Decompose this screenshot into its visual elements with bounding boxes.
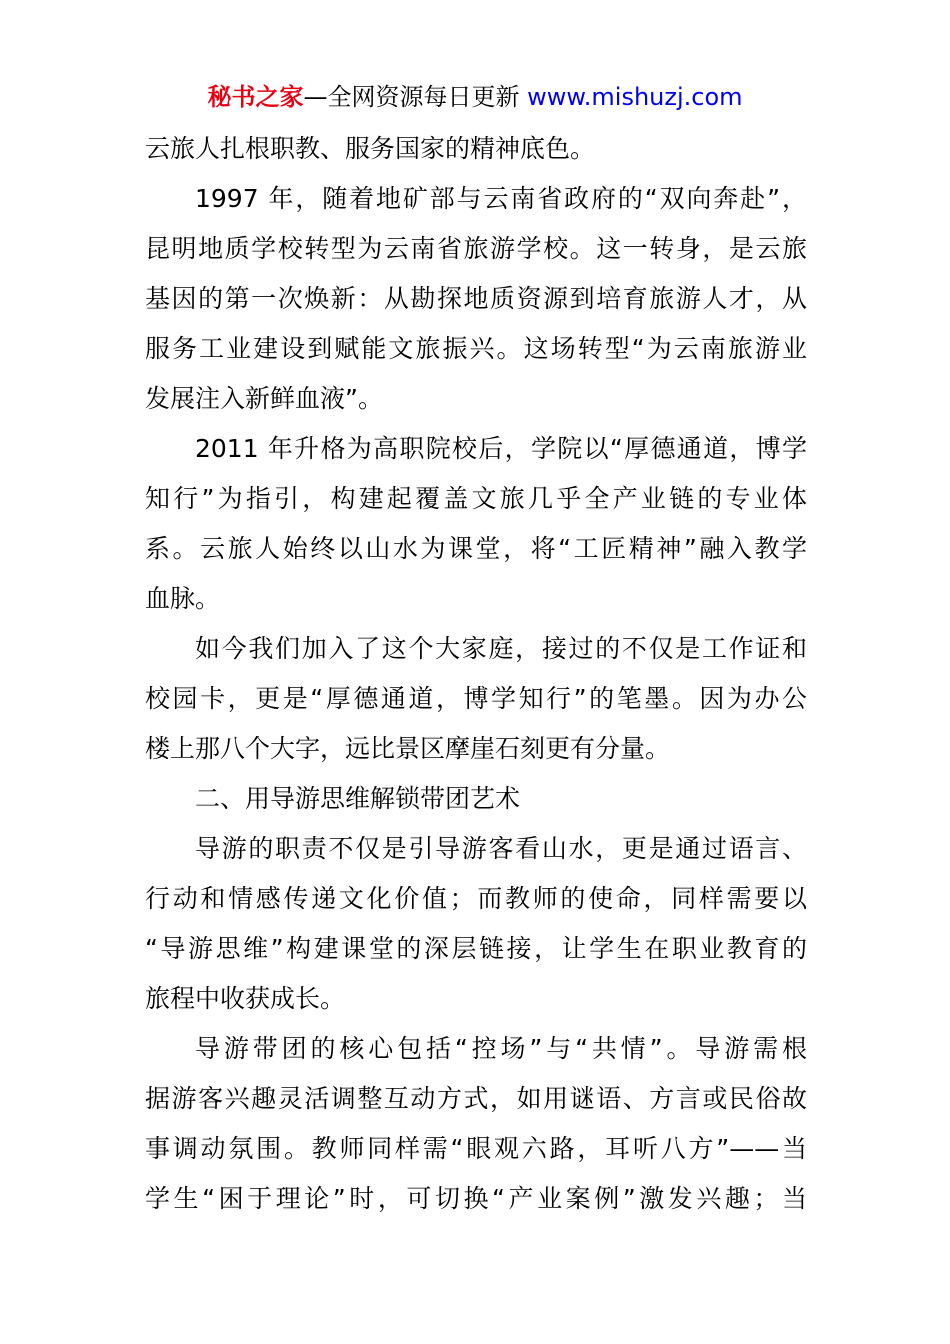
text-line: 导游的职责不仅是引导游客看山水，更是通过语言、 — [195, 834, 807, 863]
text-line: 昆明地质学校转型为云南省旅游学校。这一转身，是云旅 — [145, 234, 807, 263]
text-line: 血脉。 — [145, 584, 221, 613]
text-line: 学生“困于理论”时，可切换“产业案例”激发兴趣；当 — [145, 1184, 807, 1213]
text-line: 2011 年升格为高职院校后，学院以“厚德通道，博学 — [195, 434, 807, 463]
site-tagline: —全网资源每日更新 — [303, 83, 520, 111]
site-url-link[interactable]: www.mishuzj.com — [527, 83, 743, 111]
text-line: 事调动氛围。教师同样需“眼观六路，耳听八方”——当 — [145, 1134, 807, 1163]
text-line: 发展注入新鲜血液”。 — [145, 384, 383, 413]
text-line: 楼上那八个大字，远比景区摩崖石刻更有分量。 — [145, 734, 671, 763]
text-line: “导游思维”构建课堂的深层链接，让学生在职业教育的 — [145, 934, 807, 963]
text-line: 旅程中收获成长。 — [145, 984, 346, 1013]
text-line: 行动和情感传递文化价值；而教师的使命，同样需要以 — [145, 884, 807, 913]
text-line: 知行”为指引，构建起覆盖文旅几乎全产业链的专业体 — [145, 484, 807, 513]
text-line: 云旅人扎根职教、服务国家的精神底色。 — [145, 134, 596, 163]
text-line: 系。云旅人始终以山水为课堂，将“工匠精神”融入教学 — [145, 534, 807, 563]
text-line: 基因的第一次焕新：从勘探地质资源到培育旅游人才，从 — [145, 284, 807, 313]
text-line: 导游带团的核心包括“控场”与“共情”。导游需根 — [195, 1034, 807, 1063]
text-line: 据游客兴趣灵活调整互动方式，如用谜语、方言或民俗故 — [145, 1084, 807, 1113]
text-line: 服务工业建设到赋能文旅振兴。这场转型“为云南旅游业 — [145, 334, 807, 363]
site-header — [0, 80, 950, 114]
site-brand: 秘书之家 — [207, 83, 304, 111]
text-line: 如今我们加入了这个大家庭，接过的不仅是工作证和 — [195, 634, 807, 663]
text-line: 1997 年，随着地矿部与云南省政府的“双向奔赴”， — [195, 184, 807, 213]
text-line: 二、用导游思维解锁带团艺术 — [195, 784, 521, 813]
text-line: 校园卡，更是“厚德通道，博学知行”的笔墨。因为办公 — [145, 684, 807, 713]
document-body — [145, 124, 807, 1224]
